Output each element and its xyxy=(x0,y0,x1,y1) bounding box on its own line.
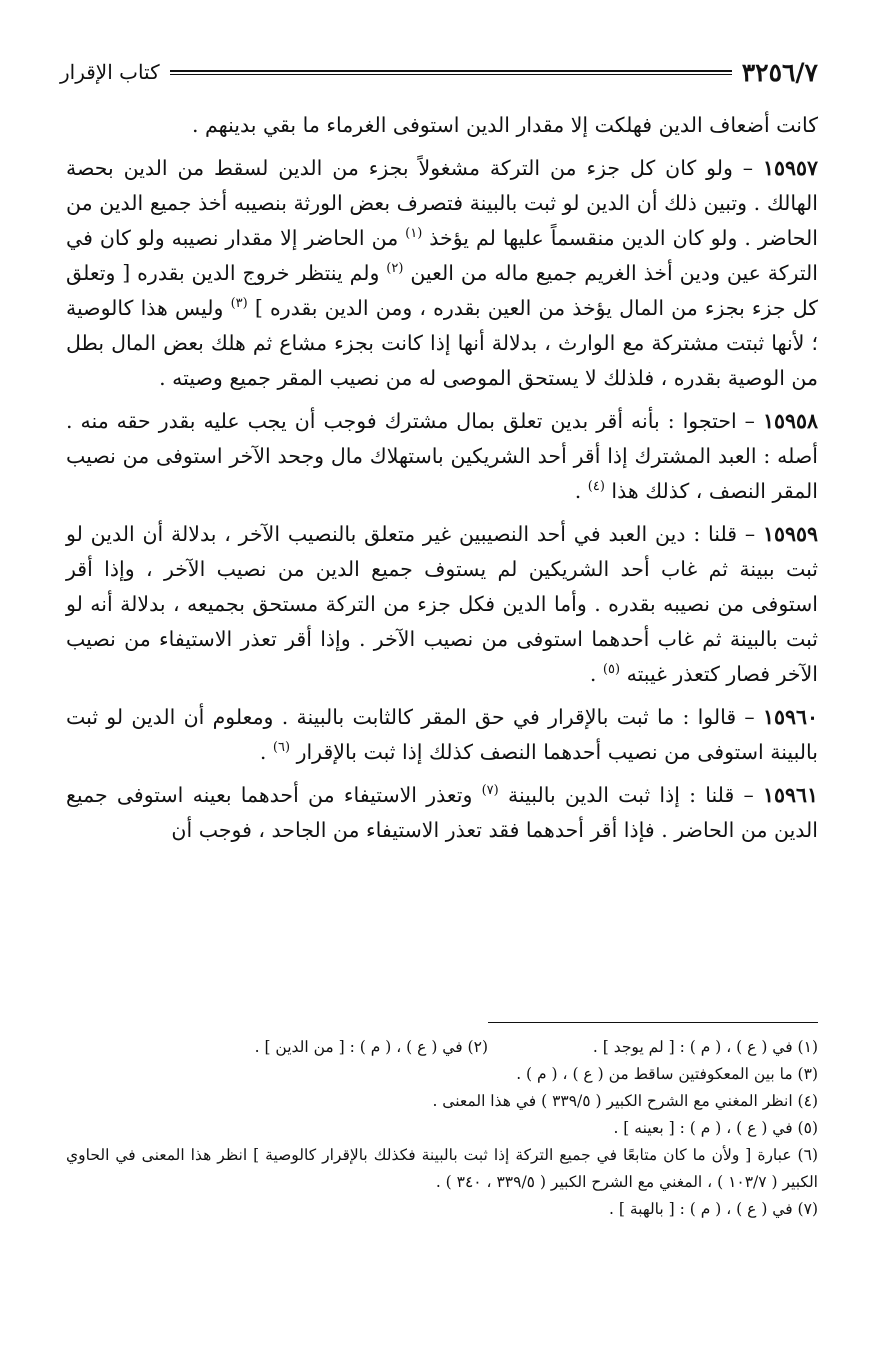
paragraph-text: – قلنا : إذا ثبت الدين بالبينة xyxy=(498,783,763,807)
footnotes xyxy=(66,1034,818,1223)
book-title: كتاب الإقرار xyxy=(60,60,160,84)
paragraph xyxy=(66,517,818,692)
footnote-reference: (٧) xyxy=(481,783,499,799)
footnote-reference: (٢) xyxy=(386,261,404,277)
footnote-reference: (٦) xyxy=(272,740,291,756)
paragraph xyxy=(66,108,818,143)
paragraph xyxy=(66,151,818,396)
page-header xyxy=(60,52,818,92)
footnote: (٣) ما بين المعكوفتين ساقط من ( ع ) ، ( م ) . xyxy=(516,1065,818,1083)
footnote-row xyxy=(66,1034,818,1061)
footnote-separator xyxy=(488,1022,818,1023)
paragraph-text: . xyxy=(259,740,273,764)
paragraph-text: – ولو كان كل جزء من التركة مشغولاً بجزء من الدين لسقط من الدين بحصة الهالك . وتبين ذلك أن الدين لو ثبت بالبينة فتصرف بعض الورثة بنصيبه أخذ جميع الدين من الحاضر . ولو كان الدين منقسماً عليها لم يؤخذ xyxy=(66,156,818,250)
footnote: (٢) في ( ع ) ، ( م ) : [ من الدين ] . xyxy=(254,1038,488,1056)
footnote-reference: (٣) xyxy=(230,296,248,312)
paragraph xyxy=(66,778,818,848)
footnote-reference: (٤) xyxy=(587,479,605,495)
paragraph-number: ١٥٩٥٧ xyxy=(762,156,818,180)
footnote: (١) في ( ع ) ، ( م ) : [ لم يوجد ] . xyxy=(592,1038,818,1056)
paragraph-text: . xyxy=(574,479,588,503)
paragraph xyxy=(66,404,818,509)
paragraph-text: وليس هذا كالوصية ؛ لأنها ثبتت مشتركة مع الوارث ، بدلالة أنها إذا كانت بجزء مشاع ثم هلك بعض المال بطل من الوصية بقدره ، فلذلك لا يستحق الموصى له من نصيب المقر جميع وصيته . xyxy=(66,296,818,390)
paragraph-text: – احتجوا : بأنه أقر بدين تعلق بمال مشترك فوجب أن يجب عليه بقدر حقه منه . أصله : العبد المشترك إذا أقر أحد الشريكين باستهلاك مال وجحد الآخر استوفى من نصيب المقر النصف ، كذلك هذا xyxy=(66,409,818,503)
body-text xyxy=(66,108,818,856)
paragraph-number: ١٥٩٦١ xyxy=(762,783,818,807)
footnote-reference: (١) xyxy=(405,226,423,242)
header-rule xyxy=(170,70,732,75)
paragraph-text: – قلنا : دين العبد في أحد النصيبين غير متعلق بالنصيب الآخر ، بدلالة أن الدين لو ثبت ببينة ثم غاب أحد الشريكين لم يستوف جميع الدين من نصيب الآخر ، وإذا أقر استوفى من نصيبه بقدره . وأما الدين فكل جزء من التركة مستحق بجميعه ، بدلالة أنه لو ثبت بالبينة ثم غاب أحدهما استوفى من نصيب الآخر . وإذا أقر تعذر الاستيفاء من نصيب الآخر فصار كتعذر غيبته xyxy=(66,522,818,686)
page-number: ٣٢٥٦/٧ xyxy=(741,57,818,87)
footnote: (٥) في ( ع ) ، ( م ) : [ بعينه ] . xyxy=(613,1119,818,1137)
paragraph-number: ١٥٩٥٨ xyxy=(762,409,818,433)
footnote-reference: (٥) xyxy=(602,662,621,678)
paragraph-number: ١٥٩٦٠ xyxy=(762,705,818,729)
footnote: (٤) انظر المغني مع الشرح الكبير ( ٣٣٩/٥ ) في هذا المعنى . xyxy=(432,1092,818,1110)
paragraph-text: ولم ينتظر خروج الدين بقدره [ وتعلق كل جزء بجزء من المال يؤخذ من العين بقدره ، ومن الدين بقدره ] xyxy=(66,261,818,320)
paragraph-text: – قالوا : ما ثبت بالإقرار في حق المقر كالثابت بالبينة . ومعلوم أن الدين لو ثبت بالبينة استوفى من نصيب أحدهما النصف كذلك إذا ثبت بالإقرار xyxy=(66,705,818,764)
paragraph xyxy=(66,700,818,770)
paragraph-text: وتعذر الاستيفاء من أحدهما بعينه استوفى جميع الدين من الحاضر . فإذا أقر أحدهما فقد تعذر الاستيفاء من الجاحد ، فوجب أن xyxy=(66,783,818,842)
paragraph-text: كانت أضعاف الدين فهلكت إلا مقدار الدين استوفى الغرماء ما بقي بدينهم . xyxy=(191,113,818,137)
paragraph-number: ١٥٩٥٩ xyxy=(762,522,818,546)
paragraph-text: من الحاضر إلا مقدار نصيبه ولو كان في التركة عين ودين أخذ الغريم جميع ماله من العين xyxy=(66,226,818,285)
paragraph-text: . xyxy=(589,662,603,686)
footnote: (٧) في ( ع ) ، ( م ) : [ بالهبة ] . xyxy=(609,1200,818,1218)
footnote: (٦) عبارة [ ولأن ما كان متابعًا في جميع التركة إذا ثبت بالبينة فكذلك بالإقرار كالوصية ] انظر هذا المعنى في الحاوي الكبير ( ١٠٣/٧ ) ، المغني مع الشرح الكبير ( ٣٣٩/٥ ، ٣٤٠ ) . xyxy=(66,1146,818,1191)
